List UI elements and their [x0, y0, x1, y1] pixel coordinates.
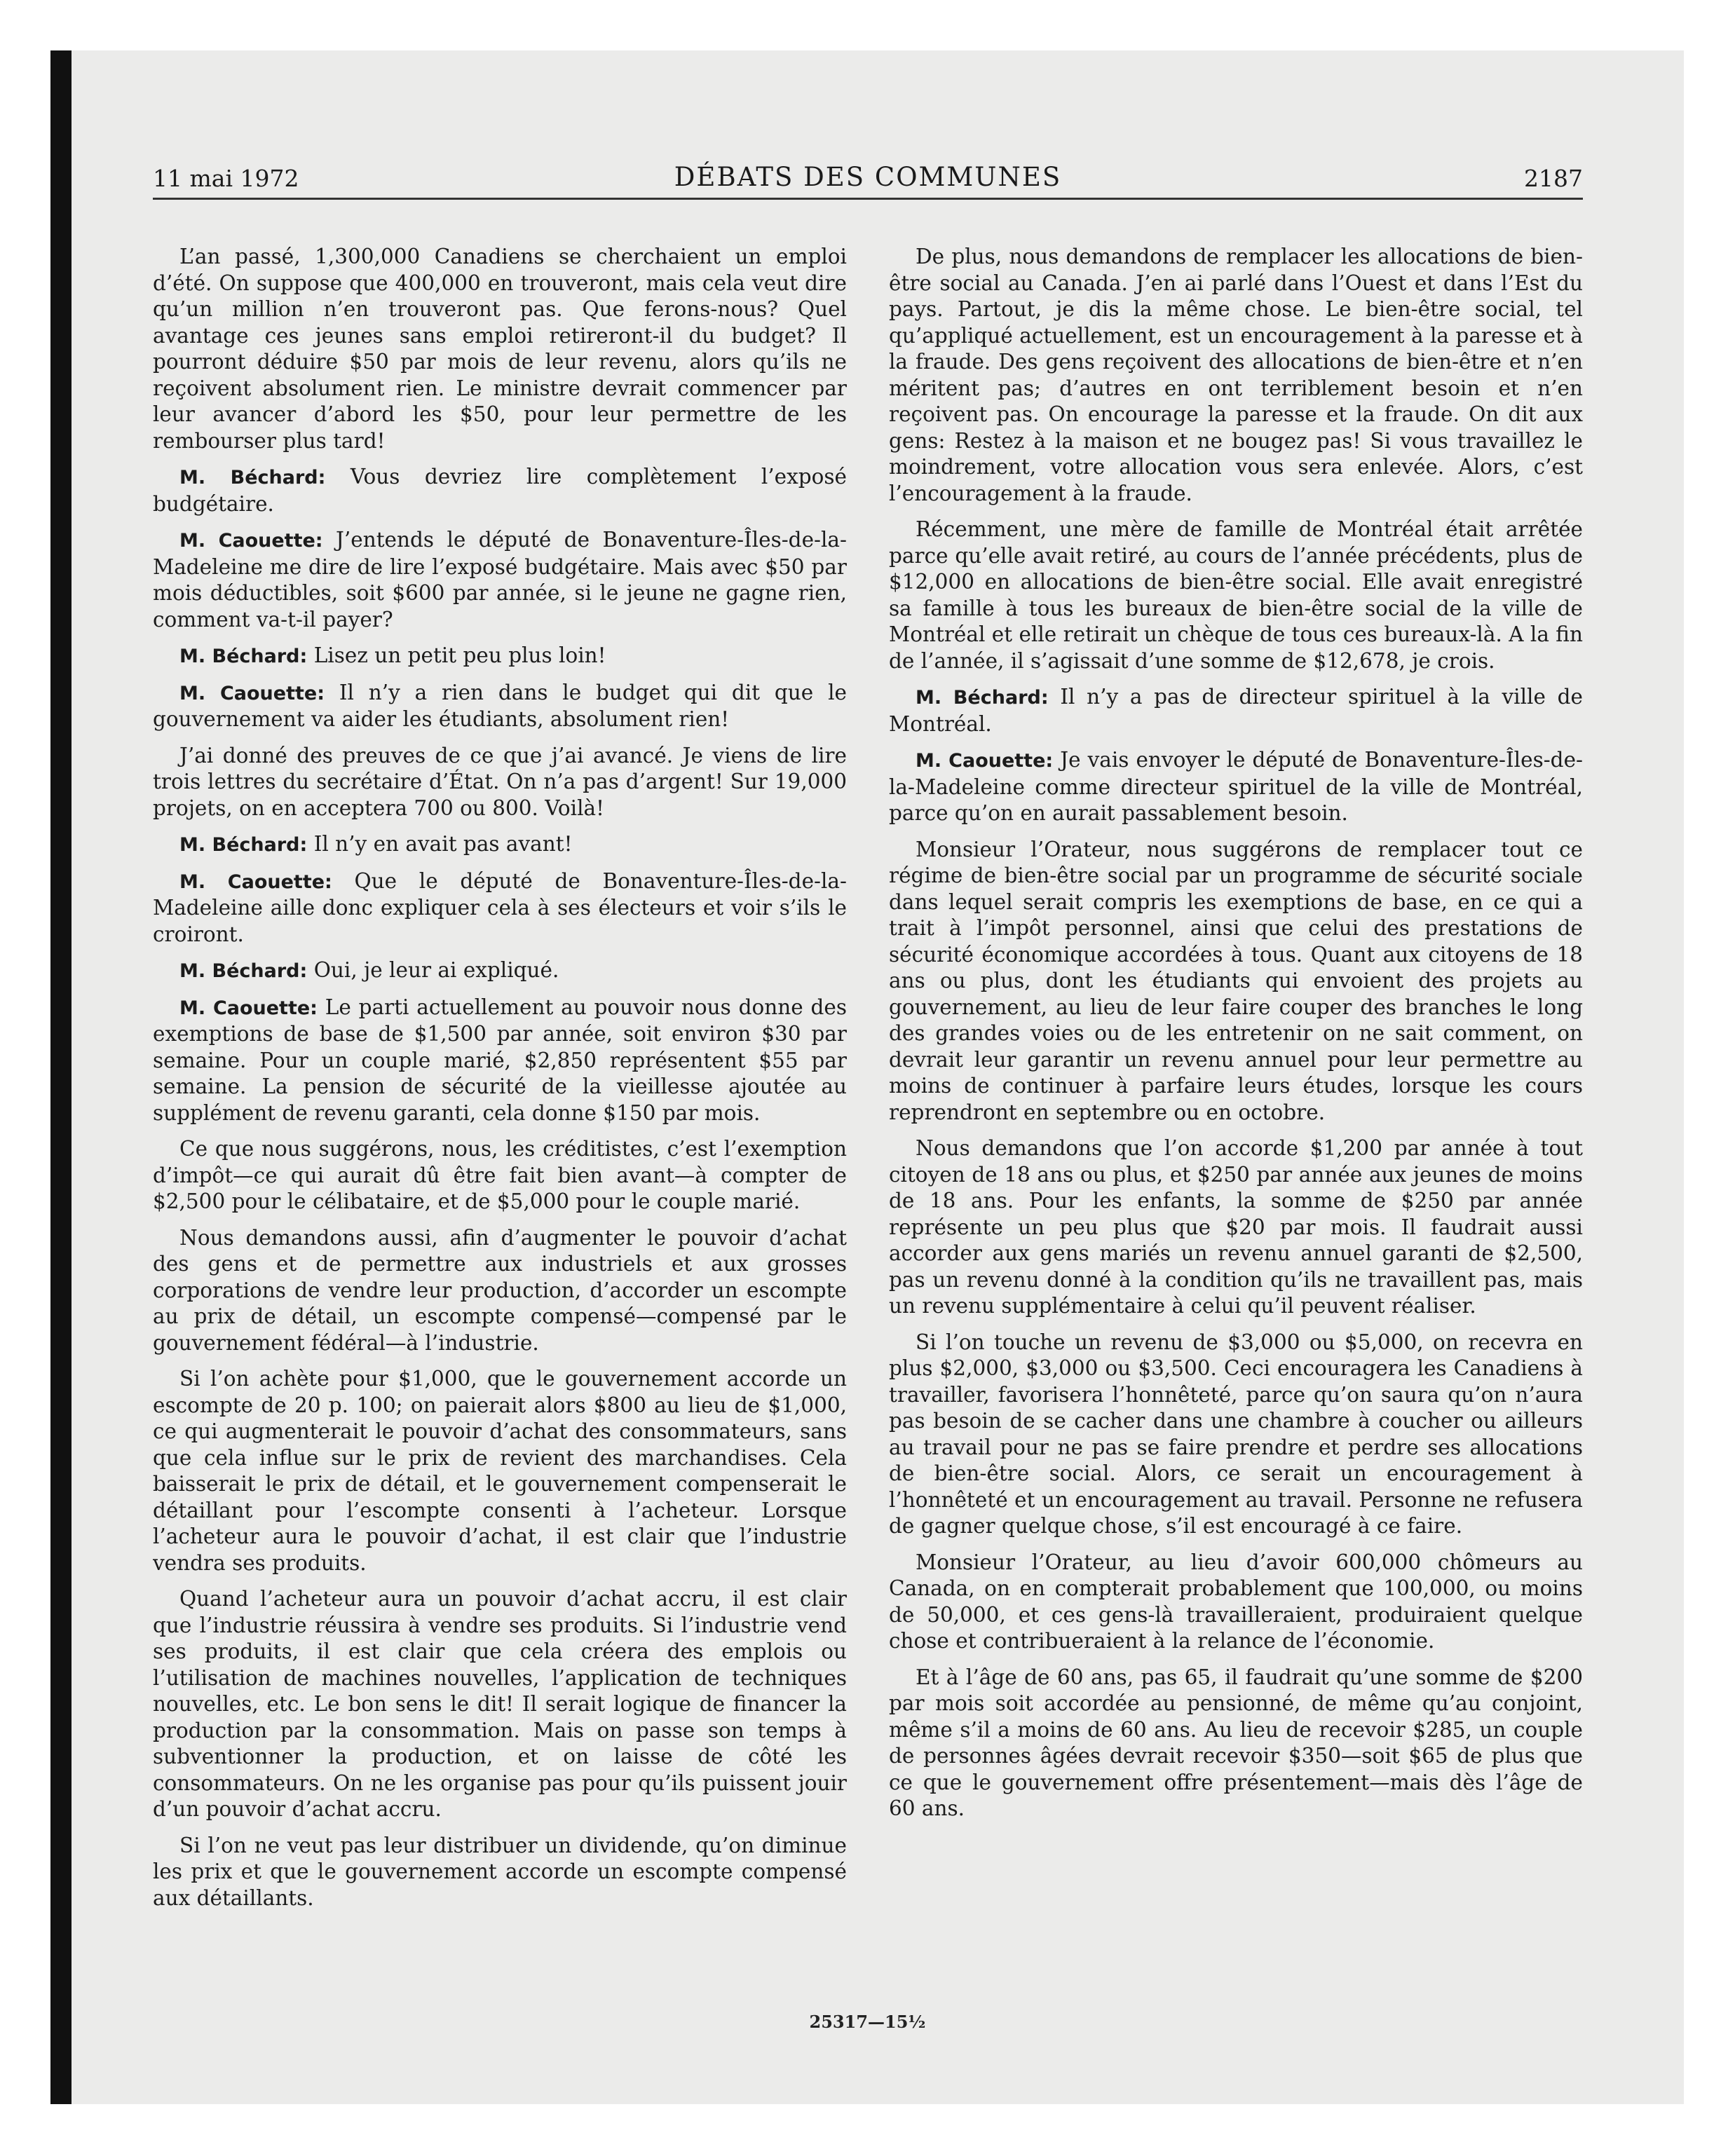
paragraph: [153, 743, 847, 822]
left-column: [153, 244, 847, 2003]
header-title: DÉBATS DES COMMUNES: [674, 162, 1062, 192]
paragraph: [889, 1665, 1583, 1822]
paragraph-text: J’entends le député de Bonaventure-Îles-de-la-Madeleine me dire de lire l’exposé budgétaire. Mais avec $50 par mois déductibles, soit $600 par année, si le jeune ne gagne rien, comment va-t-il payer?: [153, 528, 847, 632]
paragraph: [153, 527, 847, 633]
speaker-name: M. Béchard:: [916, 687, 1049, 709]
paragraph-text: Lisez un petit peu plus loin!: [313, 643, 606, 667]
paragraph: [153, 957, 847, 985]
paragraph-text: Si l’on ne veut pas leur distribuer un dividende, qu’on diminue les prix et que le gouvernement accorde un escompte compensé aux détaillants.: [153, 1833, 847, 1910]
header-date: 11 mai 1972: [153, 165, 299, 192]
speaker-name: M. Caouette:: [916, 750, 1054, 772]
paragraph-text: Oui, je leur ai expliqué.: [313, 958, 559, 982]
paragraph: [889, 684, 1583, 737]
paragraph-text: Si l’on touche un revenu de $3,000 ou $5,000, on recevra en plus $2,000, $3,000 ou $3,500. Ceci encouragera les Canadiens à travailler, favorisera l’honnêteté, parce qu’on saura qu’on n’aura pas besoin de se cacher dans une chambre à coucher ou ailleurs au travail pour ne pas se faire prendre et perdre ses allocations de bien-être social. Alors, ce serait un encouragement à l’honnêteté et un encouragement au travail. Personne ne refusera de gagner quelque chose, s’il est encouragé à ce faire.: [889, 1330, 1583, 1538]
paragraph-text: Ce que nous suggérons, nous, les créditistes, c’est l’exemption d’impôt—ce qui aurait dû être fait bien avant—à compter de $2,500 pour le célibataire, et de $5,000 pour le couple marié.: [153, 1137, 847, 1213]
paragraph: [889, 1550, 1583, 1655]
paragraph: [153, 244, 847, 454]
speaker-name: M. Béchard:: [179, 960, 308, 982]
paragraph: [889, 244, 1583, 507]
paragraph-text: Il n’y a pas de directeur spirituel à la ville de Montréal.: [889, 685, 1583, 736]
paragraph-text: Récemment, une mère de famille de Montréal était arrêtée parce qu’elle avait retiré, au cours de l’année précédents, plus de $12,000 en allocations de bien-être social. Elle avait enregistré sa famille à tous les bureaux de bien-être social de la ville de Montréal et elle retirait un chèque de tous ces bureaux-là. A la fin de l’année, il s’agissait d’une somme de $12,678, je crois.: [889, 517, 1583, 673]
paragraph-text: Le parti actuellement au pouvoir nous donne des exemptions de base de $1,500 par année, soit environ $30 par semaine. Pour un couple marié, $2,850 représentent $55 par semaine. La pension de sécurité de la vieillesse ajoutée au supplément de revenu garanti, cela donne $150 par mois.: [153, 995, 847, 1125]
paragraph-text: Il n’y a rien dans le budget qui dit que le gouvernement va aider les étudiants, absolument rien!: [153, 680, 847, 731]
paragraph-text: Monsieur l’Orateur, nous suggérons de remplacer tout ce régime de bien-être social par un programme de sécurité sociale dans lequel serait compris les exemptions de base, en ce qui a trait à l’impôt personnel, ainsi que celui des prestations de sécurité économique accordées à tous. Quant aux citoyens de 18 ans ou plus, dont les étudiants qui envoient des projets au gouvernement, au lieu de leur faire couper des branches le long des grandes voies ou de les entretenir on ne sait comment, on devrait leur garantir un revenu annuel pour leur permettre au moins de continuer à parfaire leurs études, lorsque les cours reprendront en septembre ou en octobre.: [889, 837, 1583, 1124]
paragraph-text: Quand l’acheteur aura un pouvoir d’achat accru, il est clair que l’industrie réussira à vendre ses produits. Si l’industrie vend ses produits, il est clair que cela créera des emplois ou l’utilisation de machines nouvelles, l’application de techniques nouvelles, etc. Le bon sens le dit! Il serait logique de financer la production par la consommation. Mais on passe son temps à subventionner la production, et on laisse de côté les consommateurs. On ne les organise pas pour qu’ils puissent jouir d’un pouvoir d’achat accru.: [153, 1587, 847, 1821]
footer-code: 25317—15½: [809, 2012, 926, 2032]
paragraph-text: Si l’on achète pour $1,000, que le gouvernement accorde un escompte de 20 p. 100; on paierait alors $800 au lieu de $1,000, ce qui augmenterait le pouvoir d’achat des consommateurs, sans que cela influe sur le prix de revient des marchandises. Cela baisserait le prix de détail, et le gouvernement compenserait le détaillant pour l’escompte consenti à l’acheteur. Lorsque l’acheteur aura le pouvoir d’achat, il est clair que l’industrie vendra ses produits.: [153, 1367, 847, 1575]
paragraph: [153, 1586, 847, 1823]
speaker-name: M. Caouette:: [179, 530, 323, 552]
paragraph: [153, 1225, 847, 1357]
speaker-name: M. Caouette:: [179, 871, 332, 893]
paragraph: [153, 831, 847, 859]
paragraph: [889, 837, 1583, 1126]
speaker-name: M. Béchard:: [179, 834, 308, 856]
paragraph: [889, 747, 1583, 827]
paragraph: [889, 1330, 1583, 1540]
paragraph: [889, 1135, 1583, 1320]
paragraph-text: Monsieur l’Orateur, au lieu d’avoir 600,000 chômeurs au Canada, on en compterait probablement que 100,000, ou moins de 50,000, et ces gens-là travailleraient, produiraient quelque chose et contribueraient à la relance de l’économie.: [889, 1550, 1583, 1653]
paragraph-text: Il n’y en avait pas avant!: [313, 832, 573, 856]
paragraph-text: L’an passé, 1,300,000 Canadiens se cherchaient un emploi d’été. On suppose que 400,000 en trouveront, mais cela veut dire qu’un million n’en trouveront pas. Que ferons-nous? Quel avantage ces jeunes sans emploi retireront-il du budget? Il pourront déduire $50 par mois de leur revenu, alors qu’ils ne reçoivent absolument rien. Le ministre devrait commencer par leur avancer d’abord les $50, pour leur permettre de les rembourser plus tard!: [153, 245, 847, 453]
paragraph-text: Vous devriez lire complètement l’exposé budgétaire.: [153, 465, 847, 516]
speaker-name: M. Béchard:: [179, 646, 308, 667]
paragraph: [153, 464, 847, 517]
speaker-name: M. Caouette:: [179, 682, 325, 704]
right-column: [889, 244, 1583, 2003]
paragraph: [153, 995, 847, 1127]
paragraph-text: Nous demandons que l’on accorde $1,200 par année à tout citoyen de 18 ans ou plus, et $250 par année aux jeunes de moins de 18 ans. Pour les enfants, la somme de $250 par année représente un peu plus que $20 par mois. Il faudrait aussi accorder aux gens mariés un revenu annuel garanti de $2,500, pas un revenu donné à la condition qu’ils ne travaillent pas, mais un revenu supplémentaire à celui qu’il peuvent réaliser.: [889, 1136, 1583, 1318]
paragraph: [153, 1136, 847, 1215]
paragraph-text: Je vais envoyer le député de Bonaventure-Îles-de-la-Madeleine comme directeur spirituel de la ville de Montréal, parce qu’on en aurait passablement besoin.: [889, 748, 1583, 825]
paragraph: [153, 1366, 847, 1576]
paragraph-text: Que le député de Bonaventure-Îles-de-la-Madeleine aille donc expliquer cela à ses électeurs et voir s’ils le croiront.: [153, 868, 847, 946]
speaker-name: M. Béchard:: [179, 467, 326, 489]
paragraph: [889, 517, 1583, 674]
paragraph-text: Et à l’âge de 60 ans, pas 65, il faudrait qu’une somme de $200 par mois soit accordée au pensionné, de même qu’au conjoint, même s’il a moins de 60 ans. Au lieu de recevoir $285, un couple de personnes âgées devrait recevoir $350—soit $65 de plus que ce que le gouvernement offre présentement—mais dès l’âge de 60 ans.: [889, 1665, 1583, 1820]
speaker-name: M. Caouette:: [179, 997, 318, 1019]
paragraph-text: J’ai donné des preuves de ce que j’ai avancé. Je viens de lire trois lettres du secrétaire d’État. On n’a pas d’argent! Sur 19,000 projets, on en acceptera 700 ou 800. Voilà!: [153, 743, 847, 820]
paragraph: [153, 1833, 847, 1912]
paragraph: [153, 680, 847, 733]
paragraph: [153, 868, 847, 948]
scan-edge: [50, 50, 72, 2104]
paragraph: [153, 643, 847, 670]
paragraph-text: Nous demandons aussi, afin d’augmenter le pouvoir d’achat des gens et de permettre aux industriels et aux grosses corporations de vendre leur production, d’accorder un escompte au prix de détail, un escompte compensé—compensé par le gouvernement fédéral—à l’industrie.: [153, 1225, 847, 1355]
page-header: [153, 156, 1583, 200]
paragraph-text: De plus, nous demandons de remplacer les allocations de bien-être social au Canada. J’en ai parlé dans l’Ouest et dans l’Est du pays. Partout, je dis la même chose. Le bien-être social, tel qu’appliqué actuellement, est un encouragement à la paresse et à la fraude. Des gens reçoivent des allocations de bien-être et n’en méritent pas; d’autres en ont terriblement besoin et n’en reçoivent pas. On encourage la paresse et la fraude. On dit aux gens: Restez à la maison et ne bougez pas! Si vous travaillez le moindrement, votre allocation vous sera enlevée. Alors, c’est l’encouragement à la fraude.: [889, 245, 1583, 505]
header-page-number: 2187: [1524, 165, 1583, 192]
